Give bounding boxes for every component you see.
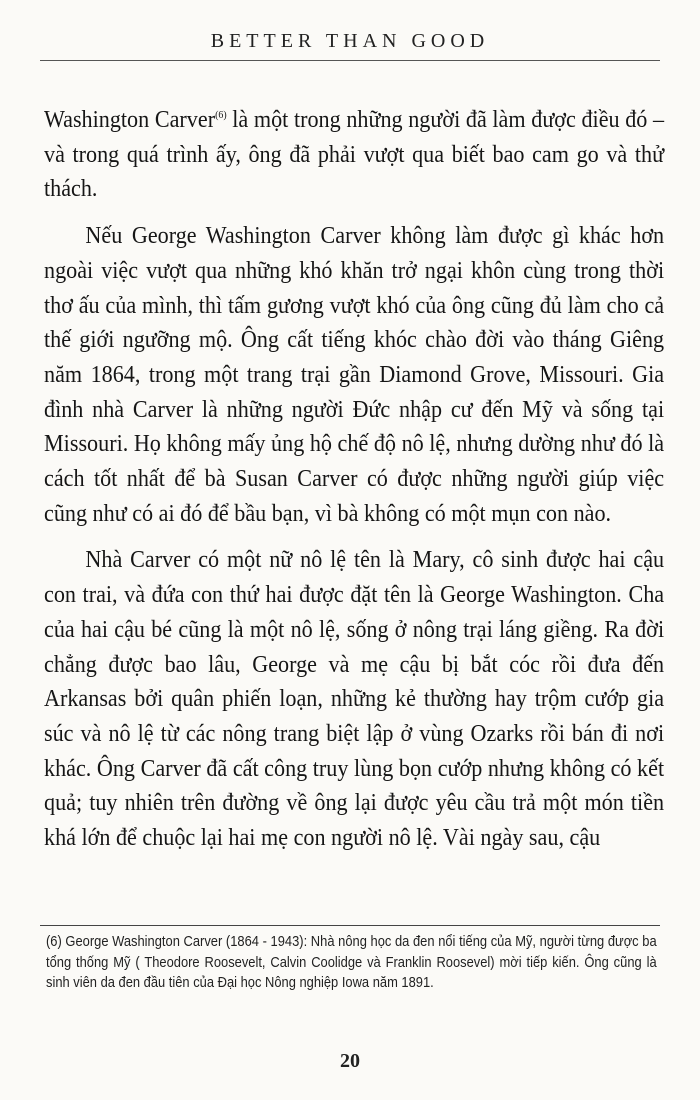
footnote-text: (6) George Washington Carver (1864 - 1943): Nhà nông học da đen nổi tiếng của Mỹ, người từng được ba tổng thống Mỹ ( Theodore Roosevelt, Calvin Coolidge và Franklin Roosevel) mời tiếp kiến. Ông cũng là sinh viên da đen đầu tiên của Đại học Nông nghiệp Iowa năm 1891. [46,934,657,991]
paragraph-1 [44,103,664,207]
running-header: BETTER THAN GOOD [210,30,490,52]
footnote-divider [40,925,660,926]
paragraph-1-start: Washington Carver [44,106,216,133]
page-number: 20 [340,1050,360,1072]
header-divider [40,60,660,61]
paragraph-3: Nhà Carver có một nữ nô lệ tên là Mary, cô sinh được hai cậu con trai, và đứa con thứ hai được đặt tên là George Washington. Cha của hai cậu bé cũng là một nô lệ, sống ở nông trại láng giềng. Ra đời chẳng được bao lâu, George và mẹ cậu bị bắt cóc rồi đưa đến Arkansas bởi quân phiến loạn, những kẻ thường hay trộm cướp gia súc và nô lệ từ các nông trang biệt lập ở vùng Ozarks rồi bán đi nơi khác. Ông Carver đã cất công truy lùng bọn cướp nhưng không có kết quả; tuy nhiên trên đường về ông lại được yêu cầu trả một món tiền khá lớn để chuộc lại hai mẹ con người nô lệ. Vài ngày sau, cậu [44,546,665,852]
paragraph-2: Nếu George Washington Carver không làm được gì khác hơn ngoài việc vượt qua những khó khăn trở ngại khôn cùng trong thời thơ ấu của mình, thì tấm gương vượt khó của ông cũng đủ làm cho cả thế giới ngưỡng mộ. Ông cất tiếng khóc chào đời vào tháng Giêng năm 1864, trong một trang trại gần Diamond Grove, Missouri. Gia đình nhà Carver là những người Đức nhập cư đến Mỹ và sống tại Missouri. Họ không mấy ủng hộ chế độ nô lệ, nhưng dường như đó là cách tốt nhất để bà Susan Carver có được những người giúp việc cũng như có ai đó để bầu bạn, vì bà không có một mụn con nào. [44,222,665,527]
paragraph-1-end: là một trong những người đã làm được điều đó – và trong quá trình ấy, ông đã phải vượt qua biết bao cam go và thử thách. [44,106,665,203]
footnote-reference: (6) [215,108,227,121]
footnote [46,932,657,994]
body-text [44,103,664,856]
